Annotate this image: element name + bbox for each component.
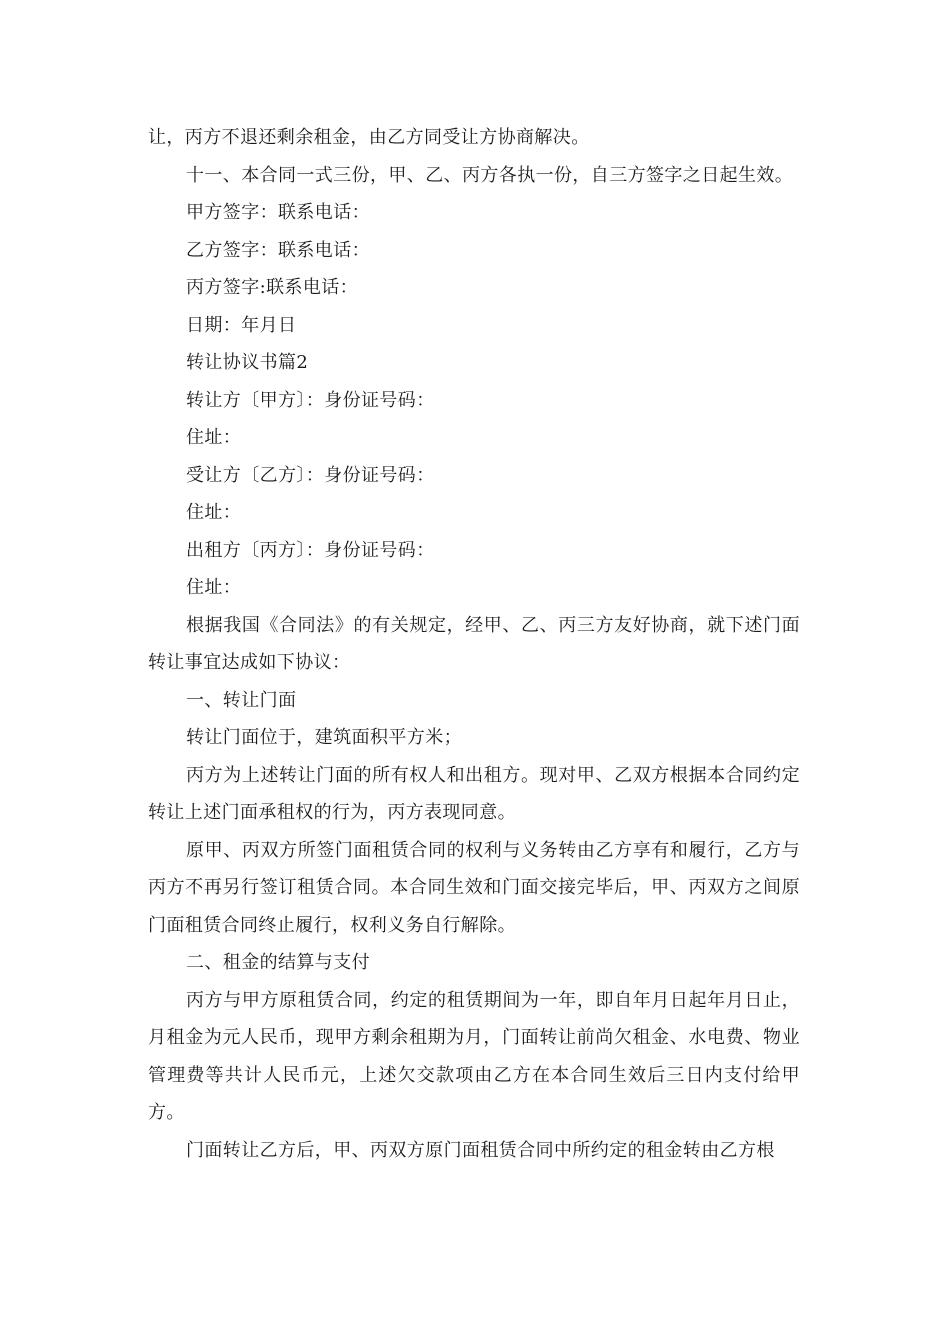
lessor-line: 出租方〔丙方〕：身份证号码： (186, 539, 435, 561)
clause-heading: 二、租金的结算与支付 (186, 952, 370, 973)
paragraph: 转让门面位于，建筑面积平方米； (186, 727, 462, 748)
paragraph: 丙方与甲方原租赁合同，约定的租赁期间为一年，即自年月日起年月日止，月租金为元人民币，现甲方剩余租期为月，门面转让前尚欠租金、水电费、物业管理费等共计人民币元，上述欠交款项由乙方在本合同生效后三日内支付给甲方。 (148, 989, 800, 1123)
paragraph: 门面转让乙方后，甲、丙双方原门面租赁合同中所约定的租金转由乙方根 (186, 1139, 775, 1161)
party-c-signature-line: 丙方签字:联系电话： (186, 277, 359, 298)
transferor-line: 转让方〔甲方〕：身份证号码： (186, 389, 435, 411)
paragraph: 原甲、丙双方所签门面租赁合同的权利与义务转由乙方享有和履行，乙方与丙方不再另行签订租赁合同。本合同生效和门面交接完毕后，甲、丙双方之间原门面租赁合同终止履行，权利义务自行解除。 (148, 839, 800, 936)
party-a-signature-line: 甲方签字：联系电话： (186, 202, 370, 223)
address-line: 住址： (186, 427, 242, 448)
paragraph-clause-eleven: 十一、本合同一式三份，甲、乙、丙方各执一份，自三方签字之日起生效。 (186, 164, 794, 186)
party-b-signature-line: 乙方签字：联系电话： (186, 239, 370, 261)
address-line: 住址： (186, 577, 242, 598)
paragraph: 让，丙方不退还剩余租金，由乙方同受让方协商解决。 (148, 127, 590, 148)
date-line: 日期：年月日 (186, 314, 297, 336)
address-line: 住址： (186, 502, 242, 523)
paragraph: 丙方为上述转让门面的所有权人和出租方。现对甲、乙双方根据本合同约定转让上述门面承租权的行为，丙方表现同意。 (148, 764, 800, 823)
clause-heading: 一、转让门面 (186, 689, 297, 711)
section-title: 转让协议书篇2 (186, 352, 309, 373)
transferee-line: 受让方〔乙方〕：身份证号码： (186, 464, 435, 486)
preamble-paragraph: 根据我国《合同法》的有关规定，经甲、乙、丙三方友好协商，就下述门面转让事宜达成如下协议： (148, 614, 800, 673)
document-body (148, 119, 800, 1169)
